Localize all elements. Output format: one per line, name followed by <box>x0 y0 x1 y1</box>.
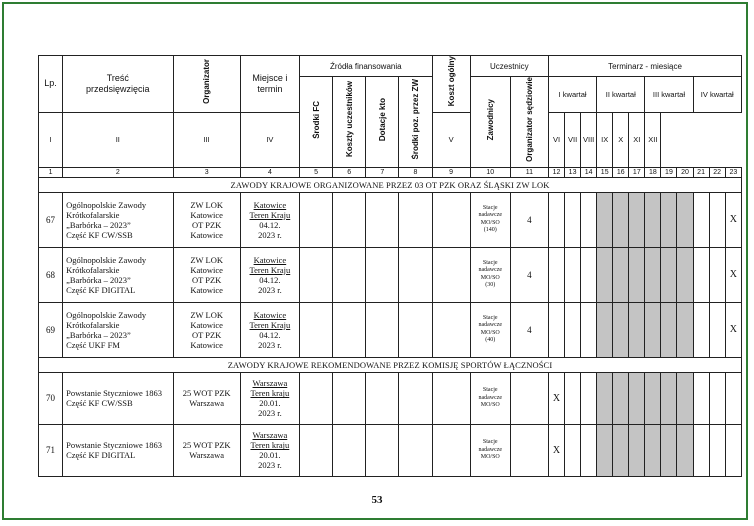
row-month-cell <box>645 372 661 424</box>
cell-line: Katowice <box>190 229 223 240</box>
column-number: 16 <box>613 167 629 177</box>
row-month-cell <box>581 372 597 424</box>
cell-line: Teren kraju <box>250 440 290 451</box>
header-lp: Lp. <box>39 56 63 113</box>
row-month-cell <box>629 424 645 476</box>
row-empty-cell <box>300 424 333 476</box>
cell-line: Część KF CW/SSB <box>66 398 133 409</box>
cell-line: „Barbórka – 2023” <box>66 329 131 340</box>
row-empty-cell <box>399 192 432 247</box>
cell-line: Powstanie Styczniowe 1863 <box>66 388 162 399</box>
row-month-cell <box>581 192 597 247</box>
row-month-cell <box>629 372 645 424</box>
cell-line: Teren Kraju <box>249 264 291 275</box>
row-month-mark: X <box>548 424 564 476</box>
cell-line: nadawcze <box>478 446 503 453</box>
column-number: 6 <box>333 167 366 177</box>
row-sedziowie: 4 <box>510 192 548 247</box>
row-month-cell <box>597 302 613 357</box>
header-terminarz: Terminarz - miesiące <box>548 56 741 77</box>
row-month-cell <box>661 372 677 424</box>
header-month: II <box>63 112 173 167</box>
header-zrodla: Źródła finansowania <box>300 56 433 77</box>
row-miejsce <box>240 372 299 424</box>
row-empty-cell <box>333 302 366 357</box>
cell-line: 2023 r. <box>258 284 282 295</box>
column-number: 19 <box>661 167 677 177</box>
table-row <box>39 302 742 357</box>
cell-line: Warszawa <box>252 430 288 441</box>
row-empty-cell <box>300 247 333 302</box>
row-tresc <box>63 424 173 476</box>
cell-line: 25 WOT PZK <box>182 440 231 451</box>
cell-line: Warszawa <box>252 378 288 389</box>
row-empty-cell <box>399 424 432 476</box>
cell-line: Część UKF FM <box>66 339 120 350</box>
page-number: 53 <box>371 494 383 506</box>
row-month-cell <box>613 302 629 357</box>
row-zawodnicy <box>470 247 510 302</box>
column-number: 5 <box>300 167 333 177</box>
cell-line: nadawcze <box>478 267 503 274</box>
row-organizator <box>173 247 240 302</box>
column-number: 20 <box>677 167 693 177</box>
row-tresc <box>63 247 173 302</box>
cell-line: nadawcze <box>478 212 503 219</box>
row-organizator <box>173 372 240 424</box>
column-number: 13 <box>565 167 581 177</box>
cell-line: 04.12. <box>259 329 281 340</box>
row-month-cell <box>581 424 597 476</box>
row-empty-cell <box>366 424 399 476</box>
row-month-mark: X <box>725 247 741 302</box>
row-month-cell <box>645 302 661 357</box>
column-number: 4 <box>240 167 299 177</box>
header-quarter-4: IV kwartał <box>693 77 741 113</box>
column-number: 15 <box>597 167 613 177</box>
row-month-cell <box>597 424 613 476</box>
cell-line: Katowice <box>253 309 287 320</box>
header-tresc: Treść przedsięwzięcia <box>63 56 173 113</box>
column-number: 23 <box>725 167 741 177</box>
header-srodki-zw: Środki poz. przez ZW <box>399 77 432 168</box>
header-month: III <box>173 112 240 167</box>
cell-line: Katowice <box>190 339 223 350</box>
header-month: X <box>613 112 629 167</box>
header-month: IV <box>240 112 299 167</box>
row-empty-cell <box>333 192 366 247</box>
row-empty-cell <box>399 372 432 424</box>
cell-line: 20.01. <box>259 450 281 461</box>
row-empty-cell <box>399 302 432 357</box>
cell-line: 04.12. <box>259 274 281 285</box>
cell-line: Katowice <box>190 319 223 330</box>
cell-line: Warszawa <box>189 450 224 461</box>
section-header-2: ZAWODY KRAJOWE REKOMENDOWANE PRZEZ KOMISJĘ SPORTÓW ŁĄCZNOŚCI <box>39 357 742 372</box>
header-sedziowie: Organizator sędziowie <box>510 77 548 168</box>
row-month-cell <box>677 424 693 476</box>
cell-line: OT PZK <box>191 274 222 285</box>
cell-line: 20.01. <box>259 398 281 409</box>
cell-line: Katowice <box>253 199 287 210</box>
row-tresc <box>63 372 173 424</box>
row-zawodnicy <box>470 424 510 476</box>
header-uczestnicy: Uczestnicy <box>470 56 548 77</box>
cell-line: „Barbórka – 2023” <box>66 219 131 230</box>
row-month-mark: X <box>725 192 741 247</box>
row-month-cell <box>709 424 725 476</box>
row-sedziowie <box>510 372 548 424</box>
cell-line: 2023 r. <box>258 339 282 350</box>
column-number: 9 <box>432 167 470 177</box>
row-empty-cell <box>432 302 470 357</box>
row-month-cell <box>597 192 613 247</box>
table-row <box>39 372 742 424</box>
row-month-cell <box>661 192 677 247</box>
cell-line: Krótkofalarskie <box>66 319 120 330</box>
row-month-cell <box>565 372 581 424</box>
row-month-cell <box>629 302 645 357</box>
row-month-cell <box>693 372 709 424</box>
table-row <box>39 247 742 302</box>
row-month-cell <box>725 372 741 424</box>
cell-line: Teren kraju <box>250 388 290 399</box>
column-number: 22 <box>709 167 725 177</box>
row-tresc <box>63 302 173 357</box>
cell-line: nadawcze <box>478 394 503 401</box>
row-month-cell <box>709 247 725 302</box>
column-number: 11 <box>510 167 548 177</box>
row-month-cell <box>709 192 725 247</box>
column-number: 14 <box>581 167 597 177</box>
cell-line: Ogólnopolskie Zawody <box>66 309 147 320</box>
row-month-cell <box>677 372 693 424</box>
schedule-table <box>38 55 742 477</box>
row-lp: 68 <box>39 247 63 302</box>
row-month-cell <box>581 247 597 302</box>
cell-line: MO/SO <box>480 402 500 409</box>
cell-line: OT PZK <box>191 219 222 230</box>
cell-line: Ogólnopolskie Zawody <box>66 254 147 265</box>
row-month-cell <box>661 424 677 476</box>
column-number: 17 <box>629 167 645 177</box>
row-month-cell <box>677 302 693 357</box>
row-lp: 67 <box>39 192 63 247</box>
cell-line: (140) <box>483 227 497 234</box>
row-organizator <box>173 302 240 357</box>
column-number: 12 <box>548 167 564 177</box>
cell-line: OT PZK <box>191 329 222 340</box>
row-month-cell <box>613 192 629 247</box>
cell-line: Teren Kraju <box>249 209 291 220</box>
cell-line: „Barbórka – 2023” <box>66 274 131 285</box>
cell-line: ZW LOK <box>190 199 223 210</box>
cell-line: Stacje <box>482 314 498 321</box>
row-month-cell <box>693 302 709 357</box>
header-quarter-2: II kwartał <box>597 77 645 113</box>
table-row <box>39 424 742 476</box>
row-sedziowie: 4 <box>510 247 548 302</box>
cell-line: MO/SO <box>480 329 500 336</box>
row-month-cell <box>565 302 581 357</box>
row-month-cell <box>581 302 597 357</box>
row-empty-cell <box>300 302 333 357</box>
cell-line: Warszawa <box>189 398 224 409</box>
header-month: I <box>39 112 63 167</box>
header-srodki-fc: Środki FC <box>300 77 333 168</box>
cell-line: ZW LOK <box>190 254 223 265</box>
row-month-cell <box>661 247 677 302</box>
row-month-cell <box>629 192 645 247</box>
row-month-cell <box>629 247 645 302</box>
row-miejsce <box>240 192 299 247</box>
row-empty-cell <box>366 302 399 357</box>
row-empty-cell <box>432 372 470 424</box>
row-month-cell <box>645 247 661 302</box>
row-month-cell <box>661 302 677 357</box>
row-month-cell <box>725 424 741 476</box>
cell-line: Stacje <box>482 439 498 446</box>
row-month-cell <box>677 247 693 302</box>
column-number: 18 <box>645 167 661 177</box>
cell-line: Katowice <box>253 254 287 265</box>
cell-line: Krótkofalarskie <box>66 264 120 275</box>
row-miejsce <box>240 247 299 302</box>
row-tresc <box>63 192 173 247</box>
cell-line: 2023 r. <box>258 460 282 471</box>
row-month-cell <box>565 424 581 476</box>
cell-line: Część KF DIGITAL <box>66 450 136 461</box>
header-koszty: Koszty uczestników <box>333 77 366 168</box>
column-number: 21 <box>693 167 709 177</box>
row-month-cell <box>548 302 564 357</box>
header-month: VIII <box>581 112 597 167</box>
cell-line: nadawcze <box>478 322 503 329</box>
header-month: XI <box>629 112 645 167</box>
row-month-cell <box>597 247 613 302</box>
row-month-cell <box>548 192 564 247</box>
row-month-cell <box>565 247 581 302</box>
cell-line: 04.12. <box>259 219 281 230</box>
header-month: XII <box>645 112 661 167</box>
cell-line: (30) <box>485 282 496 289</box>
cell-line: Ogólnopolskie Zawody <box>66 199 147 210</box>
cell-line: Krótkofalarskie <box>66 209 120 220</box>
header-organizator: Organizator <box>173 56 240 113</box>
cell-line: Część KF DIGITAL <box>66 284 136 295</box>
column-number: 3 <box>173 167 240 177</box>
header-quarter-3: III kwartał <box>645 77 693 113</box>
row-lp: 70 <box>39 372 63 424</box>
cell-line: 2023 r. <box>258 229 282 240</box>
row-organizator <box>173 424 240 476</box>
cell-line: MO/SO <box>480 454 500 461</box>
row-month-cell <box>677 192 693 247</box>
cell-line: Katowice <box>190 264 223 275</box>
row-month-cell <box>709 372 725 424</box>
row-empty-cell <box>300 372 333 424</box>
row-miejsce <box>240 424 299 476</box>
table-row <box>39 192 742 247</box>
header-miejsce: Miejsce i termin <box>240 56 299 113</box>
header-koszt: Koszt ogólny <box>432 56 470 113</box>
row-zawodnicy <box>470 372 510 424</box>
column-number: 1 <box>39 167 63 177</box>
row-month-cell <box>693 424 709 476</box>
header-month: IX <box>597 112 613 167</box>
header-dotacje: Dotacje kto <box>366 77 399 168</box>
row-month-mark: X <box>548 372 564 424</box>
row-empty-cell <box>366 247 399 302</box>
row-lp: 71 <box>39 424 63 476</box>
row-empty-cell <box>432 247 470 302</box>
row-miejsce <box>240 302 299 357</box>
header-month: V <box>432 112 470 167</box>
row-empty-cell <box>300 192 333 247</box>
section-header-1: ZAWODY KRAJOWE ORGANIZOWANE PRZEZ 03 OT PZK ORAZ ŚLĄSKI ZW LOK <box>39 177 742 192</box>
row-month-cell <box>709 302 725 357</box>
cell-line: MO/SO <box>480 219 500 226</box>
row-empty-cell <box>399 247 432 302</box>
row-month-cell <box>613 247 629 302</box>
row-empty-cell <box>366 372 399 424</box>
cell-line: 25 WOT PZK <box>182 388 231 399</box>
row-empty-cell <box>432 192 470 247</box>
row-empty-cell <box>366 192 399 247</box>
row-month-cell <box>613 372 629 424</box>
row-month-mark: X <box>725 302 741 357</box>
header-month: VII <box>565 112 581 167</box>
row-organizator <box>173 192 240 247</box>
row-empty-cell <box>333 424 366 476</box>
row-lp: 69 <box>39 302 63 357</box>
row-empty-cell <box>333 372 366 424</box>
cell-line: MO/SO <box>480 274 500 281</box>
row-month-cell <box>693 192 709 247</box>
row-sedziowie <box>510 424 548 476</box>
row-empty-cell <box>333 247 366 302</box>
header-month: VI <box>548 112 564 167</box>
cell-line: (40) <box>485 337 496 344</box>
row-month-cell <box>693 247 709 302</box>
row-zawodnicy <box>470 302 510 357</box>
header-zawodnicy: Zawodnicy <box>470 77 510 168</box>
cell-line: Stacje <box>482 259 498 266</box>
cell-line: Katowice <box>190 284 223 295</box>
cell-line: Część KF CW/SSB <box>66 229 133 240</box>
column-number: 2 <box>63 167 173 177</box>
header-quarter-1: I kwartał <box>548 77 596 113</box>
row-sedziowie: 4 <box>510 302 548 357</box>
row-month-cell <box>548 247 564 302</box>
row-month-cell <box>645 424 661 476</box>
cell-line: ZW LOK <box>190 309 223 320</box>
column-number: 10 <box>470 167 510 177</box>
row-month-cell <box>565 192 581 247</box>
row-empty-cell <box>432 424 470 476</box>
cell-line: Stacje <box>482 204 498 211</box>
cell-line: Powstanie Styczniowe 1863 <box>66 440 162 451</box>
cell-line: 2023 r. <box>258 408 282 419</box>
row-zawodnicy <box>470 192 510 247</box>
row-month-cell <box>645 192 661 247</box>
cell-line: Katowice <box>190 209 223 220</box>
row-month-cell <box>613 424 629 476</box>
column-number: 8 <box>399 167 432 177</box>
cell-line: Teren Kraju <box>249 319 291 330</box>
cell-line: Stacje <box>482 387 498 394</box>
row-month-cell <box>597 372 613 424</box>
column-number: 7 <box>366 167 399 177</box>
